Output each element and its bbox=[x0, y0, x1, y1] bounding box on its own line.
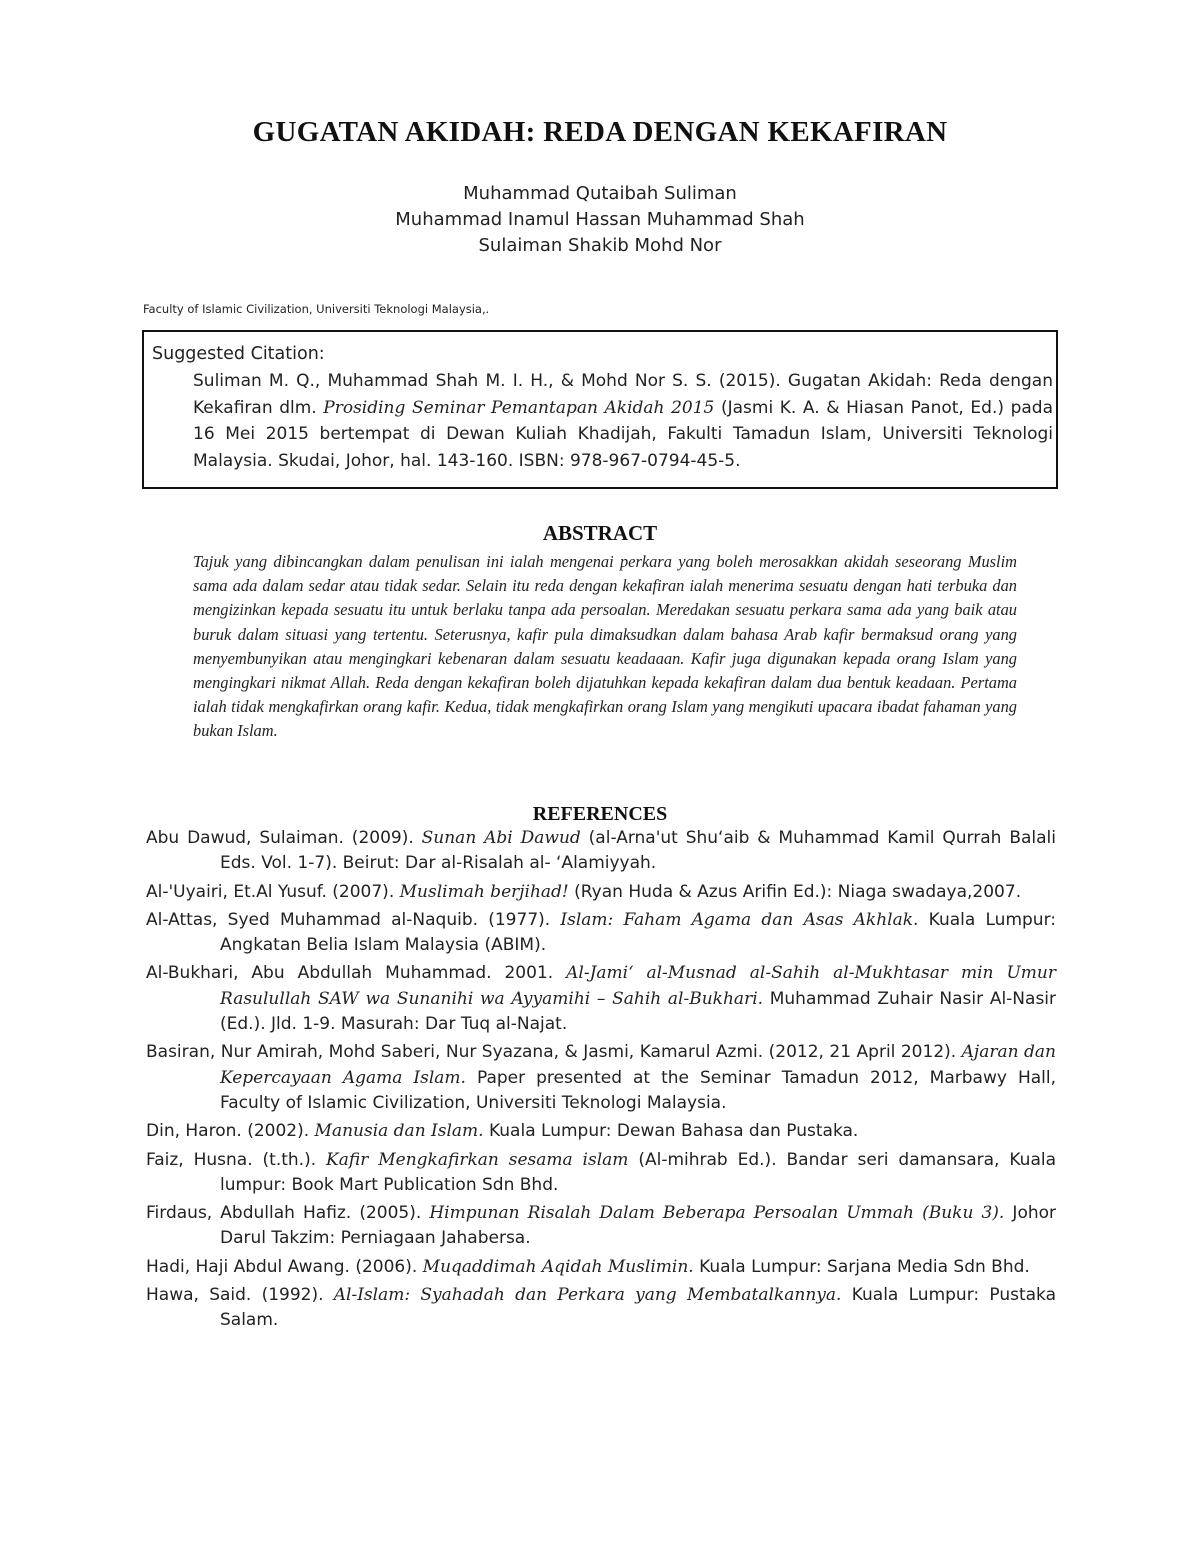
reference-item: Al-'Uyairi, Et.Al Yusuf. (2007). Muslimah berjihad! (Ryan Huda & Azus Arifin Ed.): Niaga swadaya,2007. bbox=[146, 881, 1022, 902]
reference-item: Din, Haron. (2002). Manusia dan Islam. Kuala Lumpur: Dewan Bahasa dan Pustaka. bbox=[146, 1121, 859, 1142]
citation-text: Suliman M. Q., Muhammad Shah M. I. H., & Mohd Nor S. S. (2015). Gugatan Akidah: Reda dengan Kekafiran dlm. Prosiding Seminar Pemantapan Akidah 2015 (Jasmi K. A. & Hiasan Panot, Ed.) pada 16 Mei 2015 bertempat di Dewan Kuliah Khadijah, Fakulti Tamadun Islam, Universiti Teknologi Malaysia. Skudai, Johor, hal. 143-160. ISBN: 978-967-0794-45-5. bbox=[193, 371, 1053, 471]
reference-item: Hawa, Said. (1992). Al-Islam: Syahadah dan Perkara yang Membatalkannya. Kuala Lumpur: Pustaka Salam. bbox=[146, 1285, 1057, 1331]
citation-label: Suggested Citation: bbox=[152, 344, 325, 364]
author-name: Sulaiman Shakib Mohd Nor bbox=[478, 235, 722, 256]
reference-item: Al-Bukhari, Abu Abdullah Muhammad. 2001. Al-Jami‘ al-Musnad al-Sahih al-Mukhtasar min Umur Rasulullah SAW wa Sunanihi wa Ayyamihi – Sahih al-Bukhari. Muhammad Zuhair Nasir Al-Nasir (Ed.). Jld. 1-9. Masurah: Dar Tuq al-Najat. bbox=[146, 963, 1057, 1035]
reference-item: Hadi, Haji Abdul Awang. (2006). Muqaddimah Aqidah Muslimin. Kuala Lumpur: Sarjana Media Sdn Bhd. bbox=[146, 1256, 1030, 1277]
reference-list bbox=[146, 826, 1056, 1337]
reference-item: Basiran, Nur Amirah, Mohd Saberi, Nur Syazana, & Jasmi, Kamarul Azmi. (2012, 21 April 2012). Ajaran dan Kepercayaan Agama Islam. Paper presented at the Seminar Tamadun 2012, Marbawy Hall, Faculty of Islamic Civilization, Universiti Teknologi Malaysia. bbox=[146, 1042, 1056, 1113]
reference-item: Al-Attas, Syed Muhammad al-Naquib. (1977). Islam: Faham Agama dan Asas Akhlak. Kuala Lumpur: Angkatan Belia Islam Malaysia (ABIM). bbox=[146, 909, 1056, 956]
references-heading: REFERENCES bbox=[532, 803, 668, 825]
reference-item: Faiz, Husna. (t.th.). Kafir Mengkafirkan sesama islam (Al-mihrab Ed.). Bandar seri damansara, Kuala lumpur: Book Mart Publication Sdn Bhd. bbox=[146, 1149, 1057, 1195]
abstract-heading: ABSTRACT bbox=[542, 521, 658, 545]
reference-item: Abu Dawud, Sulaiman. (2009). Sunan Abi Dawud (al-Arna'ut Shu‘aib & Muhammad Kamil Qurrah Balali Eds. Vol. 1-7). Beirut: Dar al-Risalah al- ‘Alamiyyah. bbox=[146, 828, 1056, 874]
affiliation: Faculty of Islamic Civilization, Universiti Teknologi Malaysia,. bbox=[143, 302, 490, 316]
abstract-text: Tajuk yang dibincangkan dalam penulisan ini ialah mengenai perkara yang boleh merosakkan akidah seseorang Muslim sama ada dalam sedar atau tidak sedar. Selain itu reda dengan kekafiran ialah menerima sesuatu dengan hati terbuka dan mengizinkan kepada sesuatu itu untuk berlaku tanpa ada persoalan. Meredakan sesuatu perkara sama ada yang baik atau buruk dalam situasi yang tertentu. Seterusnya, kafir pula dimaksudkan dalam bahasa Arab kafir bermaksud orang yang menyembunyikan atau mengingkari kebenaran dalam sesuatu keadaaan. Kafir juga digunakan kepada orang Islam yang mengingkari nikmat Allah. Reda dengan kekafiran boleh dijatuhkan kepada kekafiran dalam dua bentuk keadaan. Pertama ialah tidak mengkafirkan orang kafir. Kedua, tidak mengkafirkan orang Islam yang mengikuti upacara ibadat fahaman yang bukan Islam. bbox=[193, 552, 1017, 741]
author-list bbox=[0, 181, 1200, 259]
author-name: Muhammad Qutaibah Suliman bbox=[463, 183, 737, 204]
reference-item: Firdaus, Abdullah Hafiz. (2005). Himpunan Risalah Dalam Beberapa Persoalan Ummah (Buku 3). Johor Darul Takzim: Perniagaan Jahabersa. bbox=[146, 1203, 1057, 1249]
author-name: Muhammad Inamul Hassan Muhammad Shah bbox=[395, 209, 805, 230]
page-title: GUGATAN AKIDAH: REDA DENGAN KEKAFIRAN bbox=[252, 116, 948, 148]
citation-box bbox=[142, 330, 1058, 489]
